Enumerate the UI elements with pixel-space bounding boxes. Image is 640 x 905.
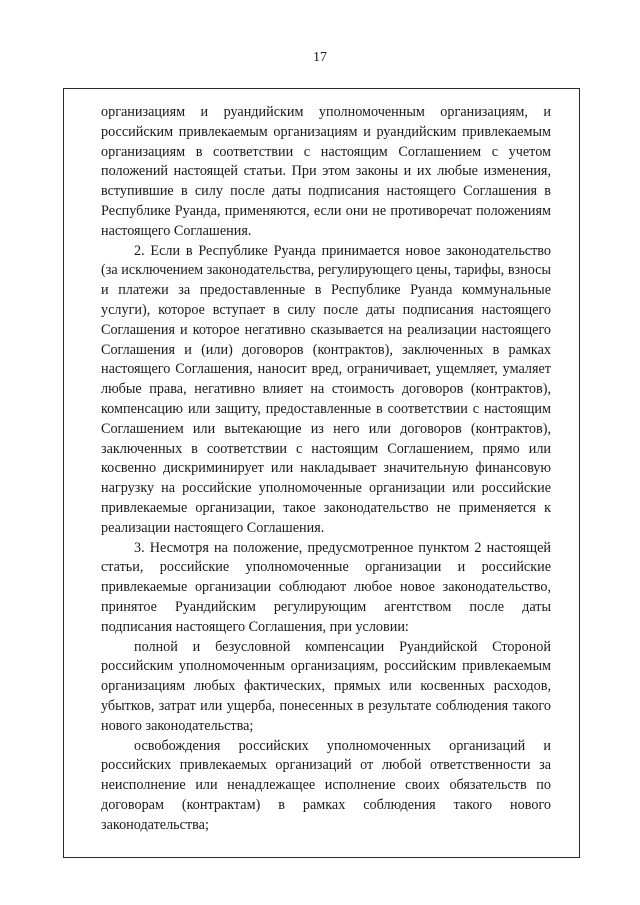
paragraph-condition-exemption: освобождения российских уполномоченных организаций и российских привлекаемых организаций от любой ответственности за неисполнение или ненадлежащее исполнение своих обязательств по договорам (контрактам) в рамках соблюдения такого нового законодательства; (101, 737, 551, 833)
paragraph-item-2: 2. Если в Республике Руанда принимается новое законодательство (за исключением законодательства, регулирующего цены, тарифы, взносы и платежи за предоставленные в Республике Руанда коммунальные услуги), которое вступает в силу после даты подписания настоящего Соглашения и которое негативно сказывается на реализации настоящего Соглашения и (или) договоров (контрактов), заключенных в рамках настоящего Соглашения, наносит вред, ограничивает, ущемляет, умаляет любые права, негативно влияет на стоимость договоров (контрактов), компенсацию или защиту, предоставленные в соответствии с настоящим Соглашением или вытекающие из него или договоров (контрактов), заключенных в соответствии с настоящим Соглашением, прямо или косвенно дискриминирует или накладывает значительную финансовую нагрузку на российские уполномоченные организации или российские привлекаемые организации, такое законодательство не применяется к реализации настоящего Соглашения. (101, 242, 551, 536)
page-border-frame (63, 88, 580, 858)
paragraph-condition-compensation: полной и безусловной компенсации Руандийской Стороной российским уполномоченным организациям, российским привлекаемым организациям любых фактических, прямых или косвенных расходов, убытков, затрат или ущерба, понесенных в результате соблюдения такого нового законодательства; (101, 638, 551, 734)
document-body (101, 103, 551, 835)
paragraph-item-3: 3. Несмотря на положение, предусмотренное пунктом 2 настоящей статьи, российские уполномоченные организации и российские привлекаемые организации соблюдают любое новое законодательство, принятое Руандийским регулирующим агентством после даты подписания настоящего Соглашения, при условии: (101, 539, 551, 635)
paragraph-continuation: организациям и руандийским уполномоченным организациям, и российским привлекаемым организациям и руандийским привлекаемым организациям в соответствии с настоящим Соглашением с учетом положений настоящей статьи. При этом законы и их любые изменения, вступившие в силу после даты подписания настоящего Соглашения в Республике Руанда, применяются, если они не противоречат положениям настоящего Соглашения. (101, 104, 551, 239)
page-number: 17 (313, 50, 327, 65)
